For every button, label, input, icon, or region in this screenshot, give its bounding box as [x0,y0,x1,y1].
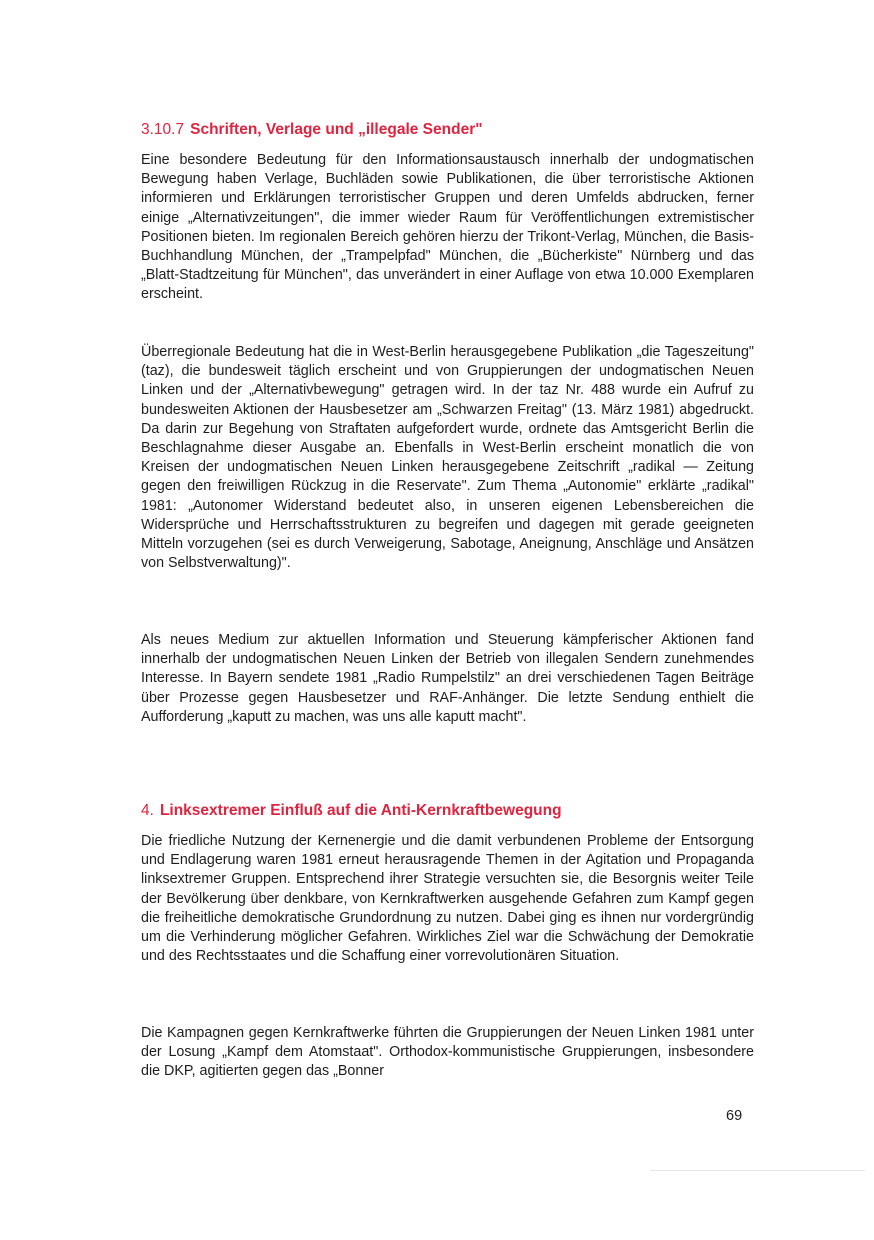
section-number: 4. [141,802,154,819]
section-title: Schriften, Verlage und „illegale Sender" [190,121,483,138]
paragraph: Die friedliche Nutzung der Kernenergie und die damit verbundenen Probleme der Entsorgung und Endlagerung waren 1981 erneut herausragende Themen in der Agitation und Propaganda linksextremer Gruppen. Entsprechend ihrer Strategie versuchten sie, die Besorgnis weiter Teile der Bevölkerung über denkbare, von Kernkraftwerken ausgehende Gefahren zum Kampf gegen die freiheitliche demokratische Grundordnung zu nutzen. Dabei ging es ihnen nur vordergründig um die Verhinderung möglicher Gefahren. Wirkliches Ziel war die Schwächung der Demokratie und des Rechtsstaates und die Schaffung einer vorrevolutionären Situation. [141,833,754,965]
section-heading-4 [141,801,761,821]
paragraph: Überregionale Bedeutung hat die in West-Berlin herausgegebene Publikation „die Tageszeitung" (taz), die bundesweit täglich erscheint und von Gruppierungen der undogmatischen Neuen Linken und der „Alternativbewegung" getragen wird. In der taz Nr. 488 wurde ein Aufruf zu bundesweiten Aktionen der Hausbesetzer am „Schwarzen Freitag" (13. März 1981) abgedruckt. Da darin zur Begehung von Straftaten aufgefordert wurde, ordnete das Amtsgericht Berlin die Beschlagnahme dieser Ausgabe an. Ebenfalls in West-Berlin erscheint monatlich die von Kreisen der undogmatischen Neuen Linken herausgegebene Zeitschrift „radikal — Zeitung gegen den freiwilligen Rückzug in die Reservate". Zum Thema „Autonomie" erklärte „radikal" 1981: „Autonomer Widerstand bedeutet also, in unseren eigenen Lebensbereichen die Widersprüche und Herrschaftsstrukturen zu begreifen und dagegen mit gerade geeigneten Mitteln vorzugehen (sei es durch Verweigerung, Sabotage, Aneignung, Anschläge und Ansätzen von Selbstverwaltung)". [141,344,754,572]
section-heading-3-10-7 [141,120,761,140]
section-number: 3.10.7 [141,121,185,138]
section-title: Linksextremer Einfluß auf die Anti-Kernkraftbewegung [159,802,562,819]
scan-edge-line [650,1170,865,1171]
paragraph: Als neues Medium zur aktuellen Information und Steuerung kämpferischer Aktionen fand innerhalb der undogmatischen Neuen Linken der Betrieb von illegalen Sendern zunehmendes Interesse. In Bayern sendete 1981 „Radio Rumpelstilz" an drei verschiedenen Tagen Beiträge über Prozesse gegen Hausbesetzer und RAF-Anhänger. Die letzte Sendung enthielt die Aufforderung „kaputt zu machen, was uns alle kaputt macht". [141,632,754,725]
page-number: 69 [726,1108,743,1124]
paragraph: Eine besondere Bedeutung für den Informationsaustausch innerhalb der undogmatischen Bewegung haben Verlage, Buchläden sowie Publikationen, die über terroristische Aktionen informieren und Erklärungen terroristischer Gruppen und deren Umfelds abdrucken, ferner einige „Alternativzeitungen", die immer wieder Raum für Veröffentlichungen extremistischer Positionen bieten. Im regionalen Bereich gehören hierzu der Trikont-Verlag, München, die Basis-Buchhandlung München, der „Trampelpfad" München, die „Bücherkiste" Nürnberg und das „Blatt-Stadtzeitung für München", das unverändert in einer Auflage von etwa 10.000 Exemplaren erscheint. [141,152,754,303]
paragraph: Die Kampagnen gegen Kernkraftwerke führten die Gruppierungen der Neuen Linken 1981 unter der Losung „Kampf dem Atomstaat". Orthodox-kommunistische Gruppierungen, insbesondere die DKP, agitierten gegen das „Bonner [141,1025,754,1080]
